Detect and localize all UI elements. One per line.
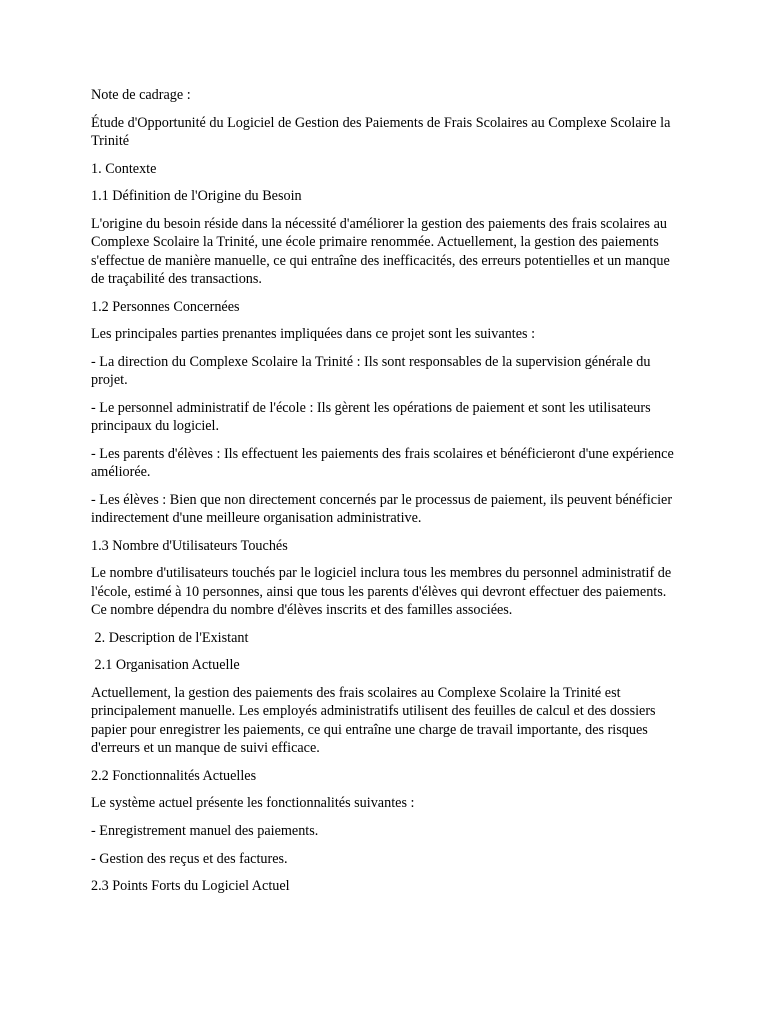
list-item-personnel: - Le personnel administratif de l'école : Ils gèrent les opérations de paiement et sont les utilisateurs principaux du logiciel. <box>91 399 651 435</box>
document-page <box>91 86 681 905</box>
subsection-heading-personnes-concernees: 1.2 Personnes Concernées <box>91 298 240 315</box>
paragraph-origine-besoin: L'origine du besoin réside dans la nécessité d'améliorer la gestion des paiements des frais scolaires au Complexe Scolaire la Trinité, une école primaire renommée. Actuellement, la gestion des paiements s'effectue de manière manuelle, ce qui entraîne des inefficacités, des erreurs potentielles et un manque de traçabilité des transactions. <box>91 215 670 287</box>
subsection-heading-organisation-actuelle: 2.1 Organisation Actuelle <box>91 657 240 674</box>
subsection-heading-points-forts: 2.3 Points Forts du Logiciel Actuel <box>91 878 290 895</box>
subsection-heading-origine-besoin: 1.1 Définition de l'Origine du Besoin <box>91 188 302 205</box>
list-item-parents: - Les parents d'élèves : Ils effectuent les paiements des frais scolaires et bénéficieront d'une expérience améliorée. <box>91 445 674 481</box>
section-heading-description-existant: 2. Description de l'Existant <box>91 629 249 646</box>
paragraph-parties-prenantes: Les principales parties prenantes impliquées dans ce projet sont les suivantes : <box>91 326 536 343</box>
paragraph-organisation-actuelle: Actuellement, la gestion des paiements des frais scolaires au Complexe Scolaire la Trinité est principalement manuelle. Les employés administratifs utilisent des feuilles de calcul et des dossiers papier pour enregistrer les paiements, ce qui entraîne une charge de travail importante, des risques d'erreurs et un manque de suivi efficace. <box>91 684 656 757</box>
document-note-label: Note de cadrage : <box>91 87 191 103</box>
paragraph-fonctionnalites-intro: Le système actuel présente les fonctionnalités suivantes : <box>91 795 415 812</box>
subsection-heading-fonctionnalites-actuelles: 2.2 Fonctionnalités Actuelles <box>91 767 257 784</box>
list-item-direction: - La direction du Complexe Scolaire la Trinité : Ils sont responsables de la supervision générale du projet. <box>91 353 651 389</box>
list-item-recus-factures: - Gestion des reçus et des factures. <box>91 850 288 867</box>
paragraph-nombre-utilisateurs: Le nombre d'utilisateurs touchés par le logiciel inclura tous les membres du personnel administratif de l'école, estimé à 10 personnes, ainsi que tous les parents d'élèves qui devront effectuer des paiements. Ce nombre dépendra du nombre d'élèves inscrits et des familles associées. <box>91 565 672 619</box>
document-title: Étude d'Opportunité du Logiciel de Gestion des Paiements de Frais Scolaires au Complexe Scolaire la Trinité <box>91 114 671 149</box>
list-item-enregistrement: - Enregistrement manuel des paiements. <box>91 822 319 839</box>
list-item-eleves: - Les élèves : Bien que non directement concernés par le processus de paiement, ils peuvent bénéficier indirectement d'une meilleure organisation administrative. <box>91 491 673 527</box>
section-heading-contexte: 1. Contexte <box>91 160 157 177</box>
subsection-heading-nombre-utilisateurs: 1.3 Nombre d'Utilisateurs Touchés <box>91 537 288 554</box>
